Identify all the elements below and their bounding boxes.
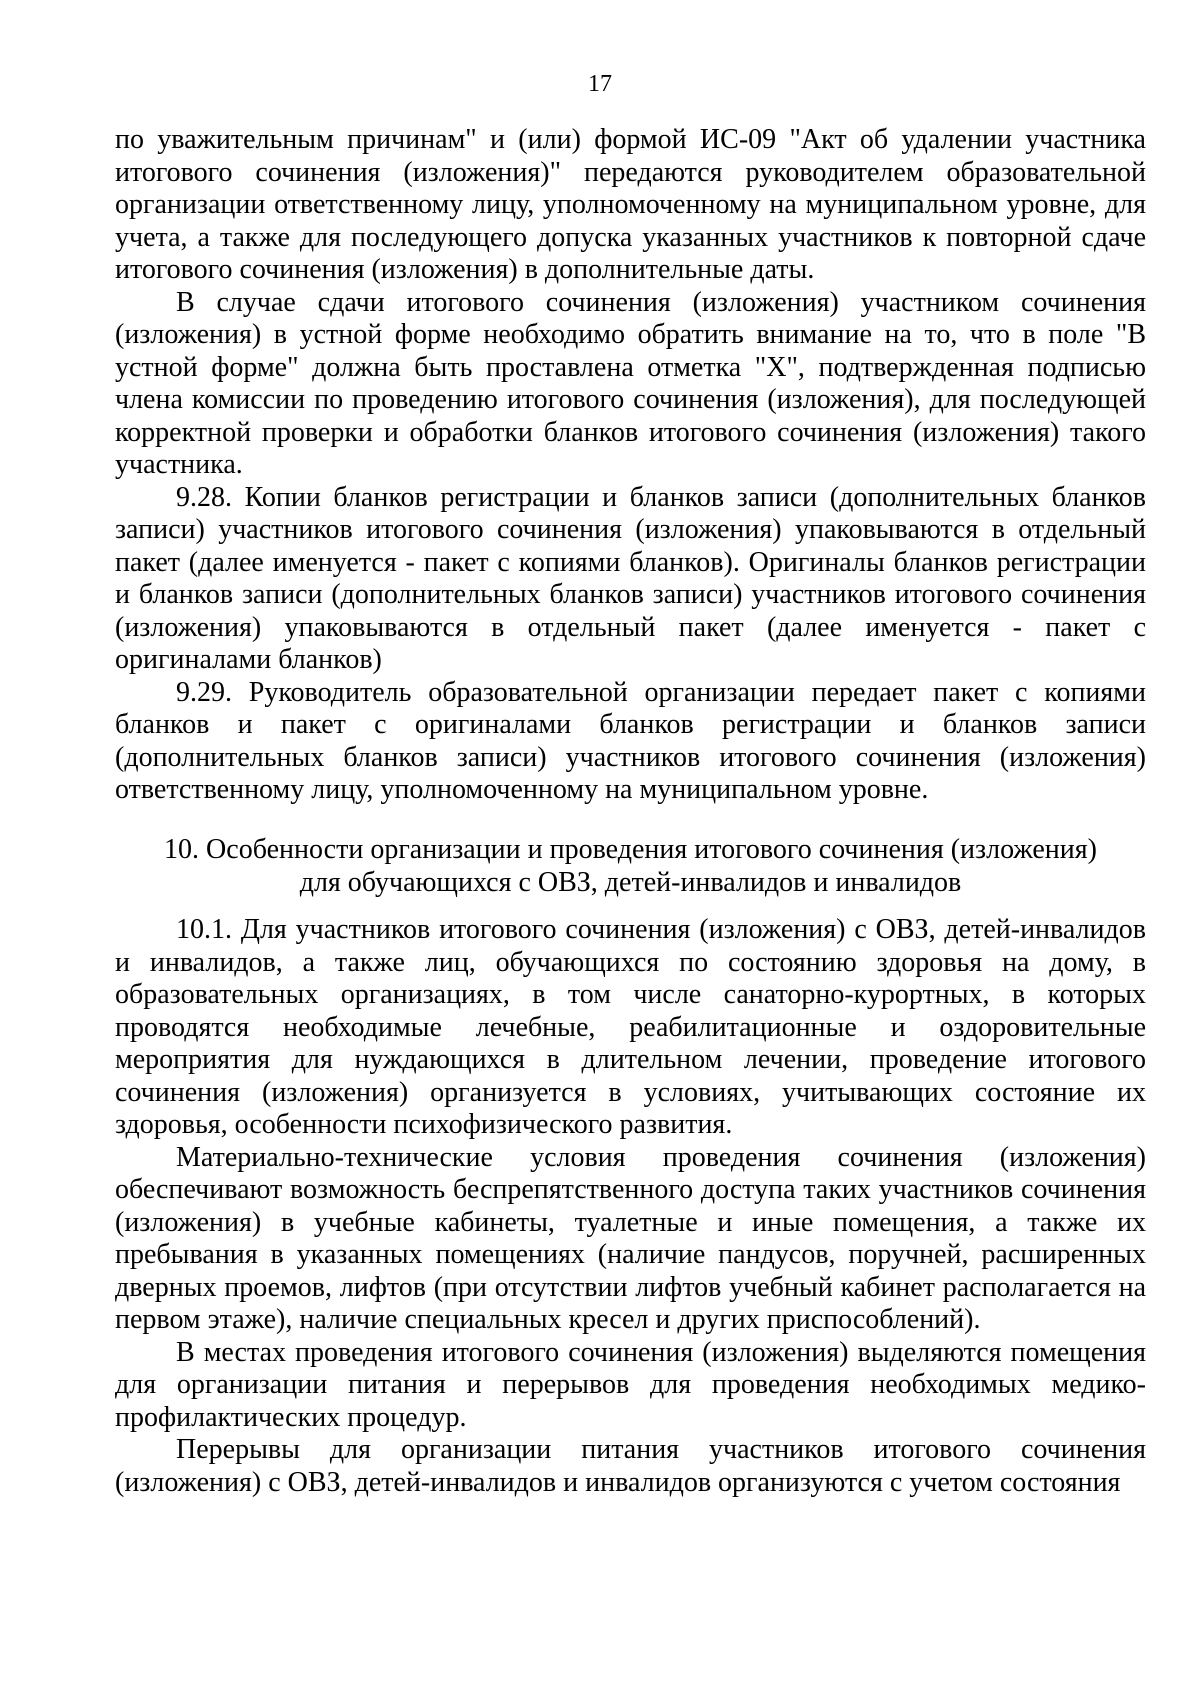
paragraph-rooms: В местах проведения итогового сочинения (изложения) выделяются помещения для организации питания и перерывов для проведения необходимых медико-профилактических процедур. (115, 1336, 1146, 1433)
paragraph-oral-form: В случае сдачи итогового сочинения (изложения) участником сочинения (изложения) в устной форме необходимо обратить внимание на то, что в поле "В устной форме" должна быть проставлена отметка "X", подтвержденная подписью члена комиссии по проведению итогового сочинения (изложения), для последующей корректной проверки и обработки бланков итогового сочинения (изложения) такого участника. (115, 286, 1146, 480)
paragraph-10-1: 10.1. Для участников итогового сочинения (изложения) с ОВЗ, детей-инвалидов и инвалидов, а также лиц, обучающихся по состоянию здоровья на дому, в образовательных организациях, в том числе санаторно-курортных, в которых проводятся необходимые лечебные, реабилитационные и оздоровительные мероприятия для нуждающихся в длительном лечении, проведение итогового сочинения (изложения) организуется в условиях, учитывающих состояние их здоровья, особенности психофизического развития. (115, 914, 1146, 1140)
paragraph-continuation: по уважительным причинам" и (или) формой ИС-09 "Акт об удалении участника итогового сочинения (изложения)" передаются руководителем образовательной организации ответственному лицу, уполномоченному на муниципальном уровне, для учета, а также для последующего допуска указанных участников к повторной сдаче итогового сочинения (изложения) в дополнительные даты. (115, 124, 1146, 285)
section-heading-line-1: 10. Особенности организации и проведения итогового сочинения (изложения) (164, 834, 1097, 865)
paragraph-material-conditions: Материально-технические условия проведения сочинения (изложения) обеспечивают возможность беспрепятственного доступа таких участников сочинения (изложения) в учебные кабинеты, туалетные и иные помещения, а также их пребывания в указанных помещениях (наличие пандусов, поручней, расширенных дверных проемов, лифтов (при отсутствии лифтов учебный кабинет располагается на первом этаже), наличие специальных кресел и других приспособлений). (115, 1141, 1146, 1335)
body-text-before-heading (115, 124, 1146, 807)
paragraph-9-29: 9.29. Руководитель образовательной организации передает пакет с копиями бланков и пакет с оригиналами бланков регистрации и бланков записи (дополнительных бланков записи) участников итогового сочинения (изложения) ответственному лицу, уполномоченному на муниципальном уровне. (115, 676, 1146, 805)
section-heading-10 (115, 834, 1146, 899)
paragraph-breaks: Перерывы для организации питания участников итогового сочинения (изложения) с ОВЗ, детей-инвалидов и инвалидов организуются с учетом состояния (115, 1434, 1146, 1498)
body-text-after-heading (115, 914, 1146, 1499)
paragraph-9-28: 9.28. Копии бланков регистрации и бланков записи (дополнительных бланков записи) участников итогового сочинения (изложения) упаковываются в отдельный пакет (далее именуется - пакет с копиями бланков). Оригиналы бланков регистрации и бланков записи (дополнительных бланков записи) участников итогового сочинения (изложения) упаковываются в отдельный пакет (далее именуется - пакет с оригиналами бланков) (115, 481, 1146, 675)
section-heading-line-2: для обучающихся с ОВЗ, детей-инвалидов и инвалидов (299, 866, 962, 898)
page-number: 17 (588, 71, 612, 97)
